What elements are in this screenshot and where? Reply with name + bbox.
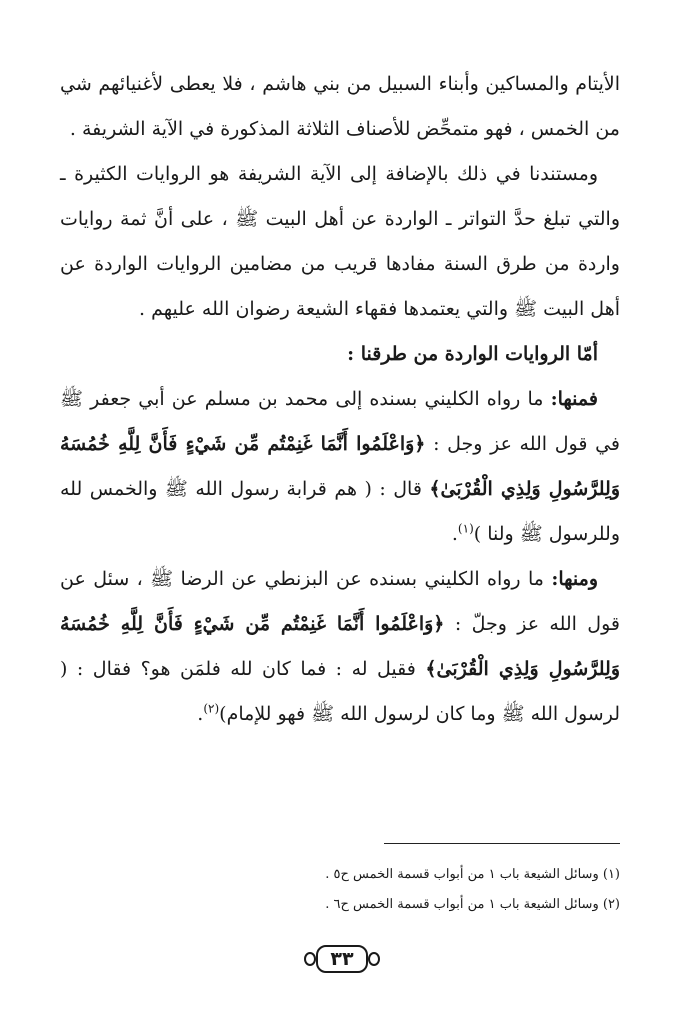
paragraph-3-text-a: ما رواه الكليني بسنده إلى محمد بن مسلم عن أبي جعفر ﷺ في قول الله عز وجل : (60, 388, 620, 455)
paragraph-3-text-b: قال : ( هم قرابة رسول الله ﷺ والخمس لله وللرسول ﷺ ولنا ) (60, 478, 620, 545)
paragraph-3-lead: فمنها: (550, 388, 598, 410)
paragraph-4 (60, 557, 620, 737)
footnote-divider (384, 843, 620, 844)
page-number-frame (0, 945, 684, 973)
section-heading: أمّا الروايات الواردة من طرقنا : (347, 343, 598, 365)
page-number: ٣٣ (316, 945, 367, 973)
paragraph-1: الأيتام والمساكين وأبناء السبيل من بني هاشم ، فلا يعطى لأغنيائهم شي من الخمس ، فهو متمحِّض للأصناف الثلاثة المذكورة في الآية الشريفة . (60, 73, 620, 140)
paragraph-4-text-a: ما رواه الكليني بسنده عن البزنطي عن الرضا ﷺ ، سئل عن قول الله عز وجلّ : (60, 568, 620, 635)
paragraph-4-quran-verse: ﴿وَاعْلَمُوا أَنَّمَا غَنِمْتُم مِّن شَيْءٍ فَأَنَّ لِلَّهِ خُمُسَهُ وَلِلرَّسُولِ وَلِذِي الْقُرْبَىٰ﴾ (60, 613, 620, 680)
page-body (60, 62, 620, 737)
paragraph-4-lead: ومنها: (551, 568, 598, 590)
paragraph-4-end: . (197, 703, 204, 725)
paragraph-3-quran-verse: ﴿وَاعْلَمُوا أَنَّمَا غَنِمْتُم مِّن شَيْءٍ فَأَنَّ لِلَّهِ خُمُسَهُ وَلِلرَّسُولِ وَلِذِي الْقُرْبَىٰ﴾ (60, 433, 620, 500)
paragraph-3-end: . (451, 523, 458, 545)
footnote-1: (١) وسائل الشيعة باب ١ من أبواب قسمة الخمس ح٥ . (325, 867, 620, 882)
footnote-ref-2[interactable]: (٢) (203, 701, 220, 716)
footnote-2: (٢) وسائل الشيعة باب ١ من أبواب قسمة الخمس ح٦ . (325, 897, 620, 912)
paragraph-4-text-b: فقيل له : فما كان لله فلمَن هو؟ فقال : ( لرسول الله ﷺ وما كان لرسول الله ﷺ فهو للإمام) (60, 658, 620, 725)
footnote-ref-1[interactable]: (١) (457, 521, 474, 536)
paragraph-3 (60, 377, 620, 557)
paragraph-2: ومستندنا في ذلك بالإضافة إلى الآية الشريفة هو الروايات الكثيرة ـ والتي تبلغ حدَّ التواتر ـ الواردة عن أهل البيت ﷺ ، على أنَّ ثمة روايات واردة من طرق السنة مفادها قريب من مضامين الروايات الواردة عن أهل البيت ﷺ والتي يعتمدها فقهاء الشيعة رضوان الله عليهم . (60, 163, 620, 320)
footnotes (200, 860, 620, 920)
